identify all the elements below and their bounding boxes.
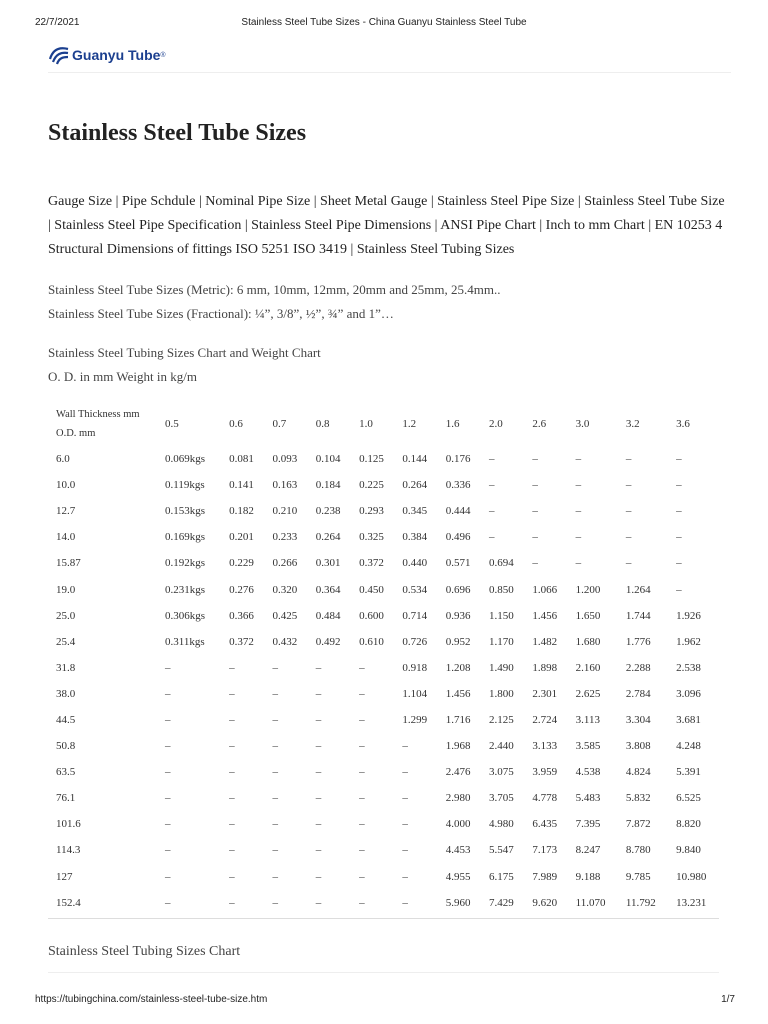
weight-cell: 0.484 xyxy=(315,609,341,622)
weight-cell: – xyxy=(625,557,632,570)
weight-cell: 7.872 xyxy=(625,818,651,831)
weight-cell: 0.444 xyxy=(445,505,471,518)
weight-cell: 0.384 xyxy=(402,531,428,544)
weight-cell: 1.200 xyxy=(575,583,601,596)
weight-cell: 11.792 xyxy=(625,896,656,909)
table-bottom-divider xyxy=(48,918,719,919)
table-row xyxy=(49,864,720,890)
column-header: 0.8 xyxy=(315,418,330,430)
weight-cell: 10.980 xyxy=(676,870,707,883)
weight-cell: – xyxy=(575,479,582,492)
weight-cell: 0.201 xyxy=(229,531,254,544)
weight-cell: 8.247 xyxy=(575,844,601,857)
column-header: 0.7 xyxy=(272,418,287,430)
weight-cell: 0.336 xyxy=(445,479,471,492)
weight-cell: – xyxy=(359,687,365,700)
table-row xyxy=(49,603,720,629)
weight-cell: 1.962 xyxy=(676,635,701,648)
weight-cell: – xyxy=(165,713,171,726)
units-caption: O. D. in mm Weight in kg/m xyxy=(48,369,197,384)
weight-cell: 0.694 xyxy=(489,557,514,570)
column-header: 1.2 xyxy=(402,418,417,430)
weight-cell: 0.225 xyxy=(359,479,384,492)
weight-cell: 1.968 xyxy=(445,740,471,753)
weight-cell: 5.391 xyxy=(676,766,701,779)
weight-cell: 5.547 xyxy=(489,844,514,857)
weight-cell: 1.776 xyxy=(625,635,651,648)
weight-cell: – xyxy=(272,740,278,753)
weight-cell: 0.184 xyxy=(315,479,341,492)
column-header: 0.6 xyxy=(229,418,243,430)
weight-cell: 0.229 xyxy=(229,557,254,570)
weight-cell: 0.141 xyxy=(229,479,254,492)
weight-cell: – xyxy=(402,870,408,883)
column-header: 0.5 xyxy=(165,418,179,430)
weight-cell: 0.610 xyxy=(359,635,384,648)
weight-cell: 9.785 xyxy=(625,870,651,883)
weight-cell: 2.625 xyxy=(575,687,601,700)
weight-cell: 1.264 xyxy=(625,583,651,596)
weight-cell: – xyxy=(229,740,235,753)
tube-size-weight-table xyxy=(49,402,720,916)
print-header xyxy=(0,14,768,30)
weight-cell: 2.440 xyxy=(489,740,514,753)
weight-cell: 4.000 xyxy=(445,818,471,831)
weight-cell: – xyxy=(575,505,582,518)
weight-cell: – xyxy=(165,766,171,779)
weight-cell: – xyxy=(625,531,632,544)
weight-cell: 0.104 xyxy=(315,453,341,466)
od-cell: 15.87 xyxy=(56,557,81,570)
weight-cell: – xyxy=(315,818,322,831)
logo-text: Guanyu Tube xyxy=(72,47,161,63)
weight-cell: – xyxy=(315,896,322,909)
weight-cell: 8.820 xyxy=(676,818,701,831)
weight-cell: – xyxy=(532,479,538,492)
related-links[interactable]: Gauge Size | Pipe Schdule | Nominal Pipe Size | Sheet Metal Gauge | Stainless Steel Pipe Size | Stainless Steel Tube Size | Stainless Steel Pipe Specification | Stainless Steel Pipe Dimensions | ANSI Pipe Chart | Inch to mm Chart | EN 10253 4 Structural Dimensions of fittings ISO 5251 ISO 3419 | Stainless Steel Tubing Sizes xyxy=(48,194,725,257)
weight-cell: – xyxy=(315,844,322,857)
od-cell: 31.8 xyxy=(56,661,76,674)
weight-cell: 0.182 xyxy=(229,505,254,518)
weight-cell: 2.476 xyxy=(445,766,471,779)
weight-cell: 0.534 xyxy=(402,583,428,596)
weight-cell: – xyxy=(272,792,278,805)
weight-cell: 0.450 xyxy=(359,583,384,596)
weight-cell: 0.696 xyxy=(445,583,471,596)
weight-cell: – xyxy=(272,896,278,909)
weight-cell: – xyxy=(315,661,322,674)
weight-cell: – xyxy=(272,766,278,779)
weight-cell: 4.955 xyxy=(445,870,471,883)
weight-cell: – xyxy=(676,505,682,518)
table-header-row xyxy=(49,402,720,446)
table-row xyxy=(49,655,720,681)
weight-cell: 2.301 xyxy=(532,687,558,700)
weight-cell: 0.233 xyxy=(272,531,298,544)
table-row xyxy=(49,837,720,863)
weight-cell: 1.898 xyxy=(532,661,558,674)
weight-cell: – xyxy=(229,792,235,805)
weight-cell: – xyxy=(272,818,278,831)
weight-cell: 3.959 xyxy=(532,766,558,779)
weight-cell: – xyxy=(315,766,322,779)
weight-cell: 2.125 xyxy=(489,713,514,726)
od-cell: 10.0 xyxy=(56,479,76,492)
weight-cell: 0.301 xyxy=(315,557,341,570)
weight-cell: – xyxy=(532,531,538,544)
weight-cell: 5.483 xyxy=(575,792,601,805)
weight-cell: 2.538 xyxy=(676,661,701,674)
od-cell: 127 xyxy=(56,870,73,883)
weight-cell: – xyxy=(359,792,365,805)
weight-cell: 9.188 xyxy=(575,870,601,883)
weight-cell: 3.808 xyxy=(625,740,651,753)
weight-cell: 1.926 xyxy=(676,609,701,622)
fractional-sizes-text: Stainless Steel Tube Sizes (Fractional): ¼”, 3/8”, ½”, ¾” and 1”… xyxy=(48,306,394,321)
weight-cell: – xyxy=(229,870,235,883)
weight-cell: 4.980 xyxy=(489,818,514,831)
weight-cell: 9.620 xyxy=(532,896,558,909)
od-cell: 38.0 xyxy=(56,687,76,700)
table-row xyxy=(49,785,720,811)
table-row xyxy=(49,472,720,498)
weight-cell: 3.681 xyxy=(676,713,701,726)
weight-cell: 4.453 xyxy=(445,844,471,857)
weight-cell: 0.372 xyxy=(229,635,254,648)
weight-cell: – xyxy=(272,687,278,700)
weight-cell: – xyxy=(489,505,495,518)
od-cell: 25.4 xyxy=(56,635,76,648)
weight-cell: 1.208 xyxy=(445,661,471,674)
weight-cell: 1.490 xyxy=(489,661,514,674)
weight-cell: 0.192kgs xyxy=(165,557,206,570)
weight-cell: – xyxy=(359,818,365,831)
weight-cell: 6.175 xyxy=(489,870,514,883)
table-row xyxy=(49,811,720,837)
weight-cell: 1.744 xyxy=(625,609,651,622)
weight-cell: – xyxy=(165,870,171,883)
weight-cell: 0.366 xyxy=(229,609,254,622)
weight-cell: – xyxy=(359,661,365,674)
logo-registered-mark: ® xyxy=(160,51,166,59)
weight-cell: – xyxy=(359,870,365,883)
od-cell: 114.3 xyxy=(56,844,81,857)
section-subheading: Stainless Steel Tubing Sizes Chart xyxy=(48,944,241,959)
weight-cell: 1.170 xyxy=(489,635,514,648)
weight-cell: – xyxy=(165,896,171,909)
weight-cell: 0.952 xyxy=(445,635,471,648)
section-divider xyxy=(48,972,719,973)
weight-cell: – xyxy=(229,687,235,700)
guanyu-logo-icon xyxy=(48,45,70,65)
site-logo[interactable] xyxy=(48,44,166,66)
weight-cell: 0.264 xyxy=(315,531,341,544)
weight-cell: 0.276 xyxy=(229,583,254,596)
weight-cell: – xyxy=(489,479,495,492)
weight-cell: – xyxy=(315,687,322,700)
weight-cell: 0.293 xyxy=(359,505,384,518)
weight-cell: – xyxy=(359,713,365,726)
weight-cell: 0.850 xyxy=(489,583,514,596)
weight-cell: – xyxy=(229,713,235,726)
weight-cell: – xyxy=(315,870,322,883)
weight-cell: 0.492 xyxy=(315,635,341,648)
weight-cell: – xyxy=(402,844,408,857)
weight-cell: – xyxy=(315,792,322,805)
weight-cell: 7.173 xyxy=(532,844,558,857)
table-row xyxy=(49,446,720,472)
weight-cell: 3.113 xyxy=(575,713,600,726)
weight-cell: 0.372 xyxy=(359,557,384,570)
weight-cell: – xyxy=(676,479,682,492)
weight-cell: 1.066 xyxy=(532,583,558,596)
table-row xyxy=(49,707,720,733)
weight-cell: – xyxy=(359,896,365,909)
weight-cell: 2.288 xyxy=(625,661,651,674)
weight-cell: 6.525 xyxy=(676,792,701,805)
weight-cell: 6.435 xyxy=(532,818,558,831)
table-row xyxy=(49,550,720,576)
weight-cell: – xyxy=(489,531,495,544)
weight-cell: – xyxy=(402,792,408,805)
print-footer-url: https://tubingchina.com/stainless-steel-tube-size.htm xyxy=(35,994,268,1005)
weight-cell: – xyxy=(402,896,408,909)
weight-cell: – xyxy=(229,661,235,674)
wall-thickness-label: Wall Thickness mm xyxy=(56,409,140,420)
weight-cell: 0.600 xyxy=(359,609,384,622)
table-row xyxy=(49,629,720,655)
weight-cell: 0.364 xyxy=(315,583,341,596)
weight-cell: – xyxy=(402,818,408,831)
weight-cell: – xyxy=(676,531,682,544)
weight-cell: 0.496 xyxy=(445,531,471,544)
weight-cell: 5.960 xyxy=(445,896,471,909)
weight-cell: 4.248 xyxy=(676,740,701,753)
print-date: 22/7/2021 xyxy=(35,17,80,28)
weight-cell: 13.231 xyxy=(676,896,707,909)
table-row xyxy=(49,576,720,602)
weight-cell: 11.070 xyxy=(575,896,606,909)
od-cell: 50.8 xyxy=(56,740,76,753)
weight-cell: – xyxy=(402,740,408,753)
weight-cell: 0.264 xyxy=(402,479,428,492)
weight-cell: 0.726 xyxy=(402,635,428,648)
header-corner-cell xyxy=(49,402,158,446)
weight-cell: – xyxy=(315,740,322,753)
weight-cell: – xyxy=(575,453,582,466)
weight-cell: 4.538 xyxy=(575,766,601,779)
weight-cell: 0.238 xyxy=(315,505,341,518)
weight-cell: 0.306kgs xyxy=(165,609,206,622)
weight-cell: 0.210 xyxy=(272,505,298,518)
weight-cell: 0.714 xyxy=(402,609,428,622)
weight-cell: – xyxy=(272,844,278,857)
weight-cell: 0.432 xyxy=(272,635,298,648)
page-title: Stainless Steel Tube Sizes xyxy=(48,120,307,146)
weight-cell: – xyxy=(229,896,235,909)
weight-cell: – xyxy=(359,766,365,779)
weight-cell: 0.144 xyxy=(402,453,428,466)
od-cell: 12.7 xyxy=(56,505,76,518)
weight-cell: 0.153kgs xyxy=(165,505,206,518)
weight-cell: 3.096 xyxy=(676,687,701,700)
weight-cell: 0.125 xyxy=(359,453,384,466)
weight-cell: 2.724 xyxy=(532,713,558,726)
table-row xyxy=(49,759,720,785)
od-cell: 152.4 xyxy=(56,896,81,909)
od-cell: 101.6 xyxy=(56,818,81,831)
table-row xyxy=(49,498,720,524)
od-label: O.D. mm xyxy=(56,428,96,439)
weight-cell: 0.440 xyxy=(402,557,428,570)
od-cell: 14.0 xyxy=(56,531,76,544)
table-row xyxy=(49,733,720,759)
weight-cell: – xyxy=(165,661,171,674)
weight-cell: – xyxy=(532,505,538,518)
weight-cell: 3.585 xyxy=(575,740,601,753)
header-divider xyxy=(48,72,731,73)
weight-cell: 0.571 xyxy=(445,557,471,570)
weight-cell: – xyxy=(575,531,582,544)
weight-cell: 3.705 xyxy=(489,792,514,805)
weight-cell: – xyxy=(165,844,171,857)
od-cell: 19.0 xyxy=(56,583,76,596)
od-cell: 25.0 xyxy=(56,609,76,622)
column-header: 2.0 xyxy=(489,418,503,430)
column-header: 3.6 xyxy=(676,418,690,430)
weight-cell: – xyxy=(272,661,278,674)
weight-cell: 0.169kgs xyxy=(165,531,206,544)
weight-cell: 7.395 xyxy=(575,818,601,831)
weight-cell: – xyxy=(315,713,322,726)
weight-cell: 3.075 xyxy=(489,766,514,779)
weight-cell: 2.160 xyxy=(575,661,601,674)
weight-cell: 2.784 xyxy=(625,687,651,700)
print-page-title: Stainless Steel Tube Sizes - China Guanyu Stainless Steel Tube xyxy=(241,17,527,28)
weight-cell: 0.918 xyxy=(402,661,428,674)
weight-cell: 0.163 xyxy=(272,479,298,492)
weight-cell: 0.425 xyxy=(272,609,298,622)
weight-cell: – xyxy=(165,818,171,831)
table-row xyxy=(49,681,720,707)
weight-cell: – xyxy=(229,766,235,779)
weight-cell: 1.104 xyxy=(402,687,428,700)
weight-cell: 1.800 xyxy=(489,687,514,700)
weight-cell: – xyxy=(272,870,278,883)
od-cell: 63.5 xyxy=(56,766,76,779)
weight-cell: 0.320 xyxy=(272,583,298,596)
weight-cell: 3.304 xyxy=(625,713,651,726)
table-row xyxy=(49,524,720,550)
od-cell: 76.1 xyxy=(56,792,76,805)
column-header: 1.0 xyxy=(359,418,373,430)
weight-cell: 3.133 xyxy=(532,740,558,753)
weight-cell: 1.456 xyxy=(532,609,558,622)
weight-cell: – xyxy=(165,687,171,700)
column-header: 3.0 xyxy=(575,418,590,430)
print-footer-page-number: 1/7 xyxy=(721,994,735,1005)
table-row xyxy=(49,890,720,916)
weight-cell: 1.716 xyxy=(445,713,471,726)
weight-cell: 0.081 xyxy=(229,453,254,466)
metric-sizes-text: Stainless Steel Tube Sizes (Metric): 6 mm, 10mm, 12mm, 20mm and 25mm, 25.4mm.. xyxy=(48,282,501,297)
weight-cell: 0.936 xyxy=(445,609,471,622)
weight-cell: – xyxy=(676,453,682,466)
od-cell: 44.5 xyxy=(56,713,76,726)
weight-cell: 0.176 xyxy=(445,453,471,466)
weight-cell: – xyxy=(165,740,171,753)
weight-cell: 0.231kgs xyxy=(165,583,206,596)
weight-cell: – xyxy=(625,479,632,492)
weight-cell: 8.780 xyxy=(625,844,651,857)
weight-cell: – xyxy=(359,740,365,753)
weight-cell: – xyxy=(676,583,682,596)
od-cell: 6.0 xyxy=(56,453,70,466)
weight-cell: 0.093 xyxy=(272,453,298,466)
weight-cell: – xyxy=(532,557,538,570)
column-header: 2.6 xyxy=(532,418,547,430)
weight-cell: 1.680 xyxy=(575,635,601,648)
weight-cell: – xyxy=(165,792,171,805)
weight-cell: 0.069kgs xyxy=(165,453,206,466)
weight-cell: 4.824 xyxy=(625,766,651,779)
weight-cell: 9.840 xyxy=(676,844,701,857)
weight-cell: – xyxy=(402,766,408,779)
weight-cell: 0.345 xyxy=(402,505,428,518)
weight-cell: 7.429 xyxy=(489,896,514,909)
weight-cell: 1.650 xyxy=(575,609,601,622)
weight-cell: 0.311kgs xyxy=(165,635,205,648)
weight-cell: 1.456 xyxy=(445,687,471,700)
weight-cell: 0.266 xyxy=(272,557,298,570)
weight-cell: 0.119kgs xyxy=(165,479,205,492)
weight-cell: 2.980 xyxy=(445,792,471,805)
weight-cell: – xyxy=(489,453,495,466)
weight-cell: – xyxy=(272,713,278,726)
weight-cell: – xyxy=(229,844,235,857)
weight-cell: – xyxy=(575,557,582,570)
weight-cell: 1.150 xyxy=(489,609,514,622)
weight-cell: 0.325 xyxy=(359,531,384,544)
weight-cell: 1.482 xyxy=(532,635,558,648)
column-header: 1.6 xyxy=(445,418,460,430)
weight-cell: 4.778 xyxy=(532,792,558,805)
column-header: 3.2 xyxy=(625,418,640,430)
weight-cell: 7.989 xyxy=(532,870,558,883)
weight-cell: – xyxy=(625,505,632,518)
weight-cell: – xyxy=(532,453,538,466)
weight-cell: 5.832 xyxy=(625,792,651,805)
weight-cell: 1.299 xyxy=(402,713,428,726)
weight-cell: – xyxy=(625,453,632,466)
chart-caption: Stainless Steel Tubing Sizes Chart and Weight Chart xyxy=(48,345,321,360)
weight-cell: – xyxy=(676,557,682,570)
weight-cell: – xyxy=(359,844,365,857)
weight-cell: – xyxy=(229,818,235,831)
